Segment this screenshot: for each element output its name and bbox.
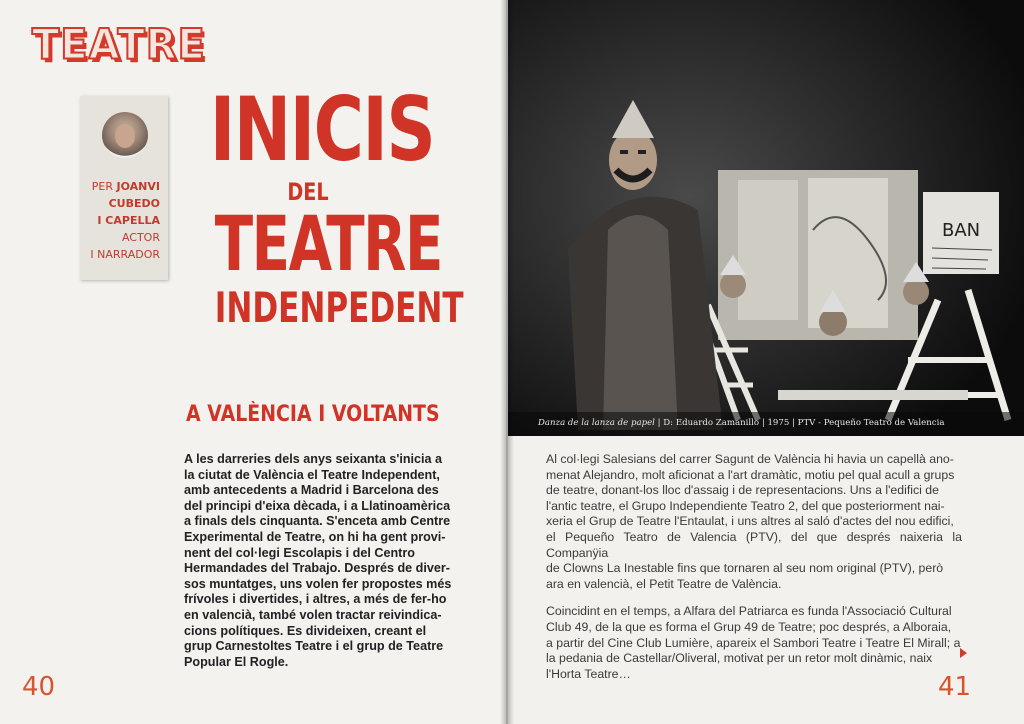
lead-line: sos muntatges, uns volen fer propostes més	[184, 576, 452, 591]
lead-line: Experimental de Teatre, on hi ha gent provi-	[184, 529, 446, 544]
page-gutter	[500, 0, 514, 724]
lead-line: Hermandades del Trabajo. Després de diver-	[184, 561, 450, 576]
body-paragraph-2	[546, 604, 962, 682]
lead-line: la ciutat de València el Teatre Independent,	[184, 467, 440, 482]
body-line: menat Alejandro, molt aficionat a l'art dramàtic, motiu pel qual acull a grups	[546, 467, 955, 482]
lead-line: Popular El Rogle.	[184, 654, 289, 669]
author-avatar	[102, 112, 148, 158]
caption-title: Danza de la lanza de papel	[538, 418, 655, 428]
author-role-line: ACTOR	[121, 231, 160, 244]
body-paragraph-1	[546, 452, 962, 592]
lead-line: grup Carnestoltes Teatre i el grup de Teatre	[184, 639, 444, 654]
author-role-line: I NARRADOR	[90, 248, 160, 261]
continue-arrow-icon	[960, 648, 967, 658]
section-tag: TEATRE	[32, 20, 206, 70]
lead-line: A les darreries dels anys seixanta s'inicia a	[184, 452, 443, 466]
sign-text: BAN	[942, 220, 981, 241]
stage-photo-illustration	[508, 0, 1024, 436]
title-line-independent: INDENPEDENT	[214, 283, 464, 332]
author-name-line: I CAPELLA	[97, 214, 160, 227]
body-line: Club 49, de la que es forma el Grup 49 de Teatre; poc després, a Alboraia,	[546, 619, 952, 634]
author-card	[80, 96, 168, 280]
stage-photo	[508, 0, 1024, 436]
lead-line: del principi d'eixa dècada, i a Llatinoamèrica	[184, 498, 451, 513]
body-line: a partir del Cine Club Lumière, apareix el Sambori Teatre i Teatre El Mirall; a	[546, 635, 961, 650]
page-number-left: 40	[22, 672, 56, 702]
lead-line: frívoles i divertides, i altres, a més de fer-ho	[184, 592, 447, 607]
body-line: l'Horta Teatre…	[546, 666, 631, 681]
lead-line: en valencià, també volen tractar reivindica-	[184, 607, 442, 622]
body-line: de teatre, donant-los lloc d'assaig i de representacions. Uns a l'edifici de	[546, 483, 939, 498]
body-line: la pedania de Castellar/Oliveral, motivat per un retor molt dinàmic, naix	[546, 651, 933, 666]
body-line: de Clowns La Inestable fins que tornaren al seu nom original (PTV), però	[546, 561, 944, 576]
byline-per: PER	[91, 180, 114, 193]
photo-caption	[538, 418, 944, 428]
right-page	[508, 0, 1024, 724]
title-line-inicis: INICIS	[209, 78, 435, 181]
author-byline	[80, 178, 160, 263]
author-name-line: CUBEDO	[108, 197, 160, 210]
article-subtitle: A VALÈNCIA I VOLTANTS	[186, 402, 440, 427]
article-title	[182, 78, 464, 332]
page-number-right: 41	[938, 672, 972, 702]
body-line: Coincidint en el temps, a Alfara del Patriarca es funda l'Associació Cultural	[546, 604, 952, 619]
lead-paragraph	[184, 452, 452, 670]
title-line-teatre: TEATRE	[214, 199, 442, 288]
lead-line: amb antecedents a Madrid i Barcelona des	[184, 483, 439, 498]
body-line: el Pequeño Teatro de Valencia (PTV), del que després naixeria la Companÿia	[546, 529, 962, 560]
author-name-line: JOANVI	[116, 180, 160, 193]
body-line: l'antic teatre, el Grupo Independiente Teatro 2, del que posteriorment nai-	[546, 498, 945, 513]
body-line: ara en valencià, el Petit Teatre de València.	[546, 576, 782, 591]
title-line-del: DEL	[287, 178, 329, 206]
lead-line: cions polítiques. Es divideixen, creant el	[184, 623, 427, 638]
body-line: xeria el Grup de Teatre l'Entaulat, i uns altres al saló d'actes del nou edifici,	[546, 514, 954, 529]
body-line: Al col·legi Salesians del carrer Sagunt de València hi havia un capellà ano-	[546, 452, 954, 466]
lead-line: nent del col·legi Escolapis i del Centro	[184, 545, 415, 560]
article-body	[546, 452, 962, 694]
left-page	[0, 0, 506, 724]
lead-line: a finals dels cinquanta. S'enceta amb Centre	[184, 514, 451, 529]
caption-credits: | D: Eduardo Zamanillo | 1975 | PTV - Pequeño Teatro de Valencia	[654, 418, 945, 428]
